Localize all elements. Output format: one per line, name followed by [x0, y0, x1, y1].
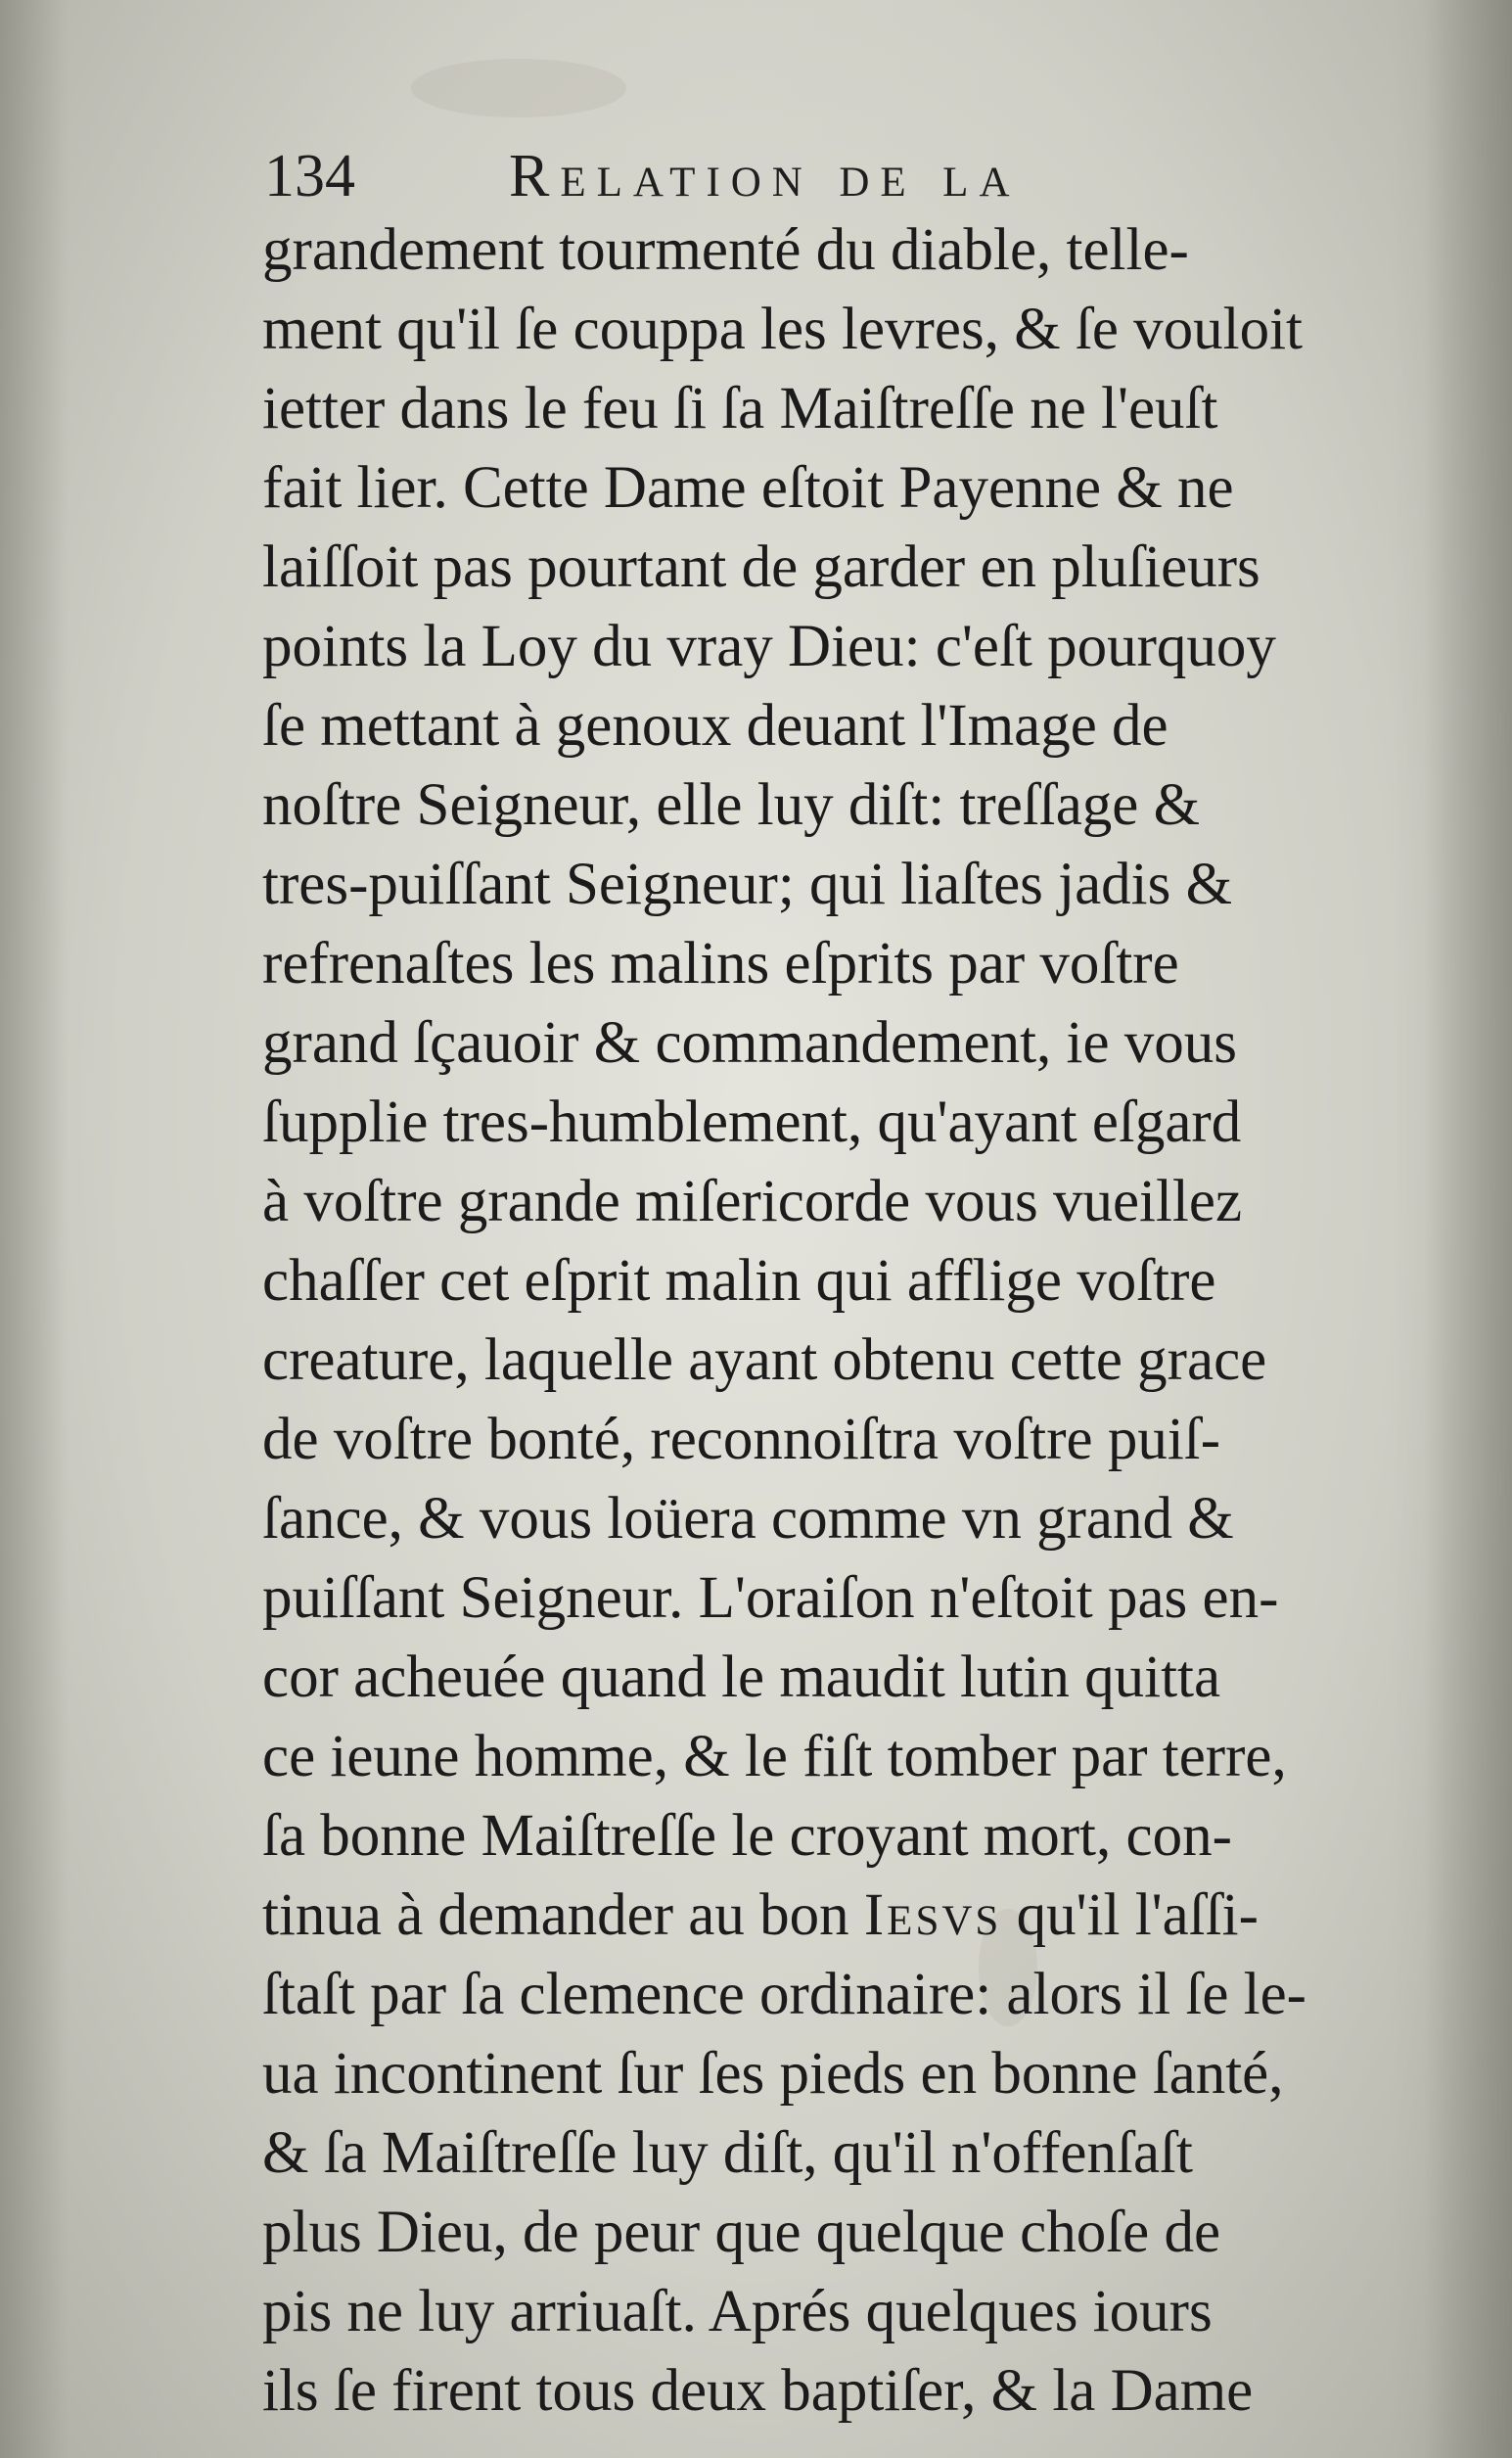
text-line — [262, 448, 1466, 528]
text-segment: ua incontinent ſur ſes pieds en bonne ſanté, — [262, 2041, 1284, 2107]
paper-stain — [411, 59, 626, 117]
text-segment: grand ſçauoir & commandement, ie vous — [262, 1010, 1238, 1076]
text-line — [262, 845, 1466, 924]
text-segment: ſance, & vous loüera comme vn grand & — [262, 1486, 1234, 1552]
text-segment: ſupplie tres-humblement, qu'ayant eſgard — [262, 1090, 1242, 1155]
text-line — [262, 2272, 1466, 2351]
text-line — [262, 528, 1466, 607]
text-segment: points la Loy du vray Dieu: c'eſt pourquoy — [262, 614, 1276, 679]
text-line — [262, 1717, 1466, 1796]
running-head: Relation de la — [509, 143, 1021, 209]
text-segment: noſtre Seigneur, elle luy diſt: treſſage & — [262, 772, 1201, 838]
body-text — [262, 210, 1466, 2431]
page-left-shadow — [0, 0, 69, 2458]
text-line — [262, 1003, 1466, 1083]
text-segment: pis ne luy arriuaſt. Aprés quelques iours — [262, 2279, 1213, 2344]
text-line — [262, 1876, 1466, 1955]
text-line — [262, 1638, 1466, 1717]
text-segment: & ſa Maiſtreſſe luy diſt, qu'il n'offenſaſt — [262, 2120, 1193, 2186]
text-line — [262, 924, 1466, 1003]
text-segment: creature, laquelle ayant obtenu cette grace — [262, 1327, 1267, 1393]
text-line — [262, 290, 1466, 369]
text-segment: grandement tourmenté du diable, telle- — [262, 217, 1189, 283]
page-number: 134 — [264, 143, 355, 209]
text-line — [262, 2113, 1466, 2193]
text-line — [262, 686, 1466, 765]
text-segment: tres-puiſſant Seigneur; qui liaſtes jadis & — [262, 852, 1233, 917]
text-line — [262, 1083, 1466, 1162]
text-line — [262, 2193, 1466, 2272]
text-segment: chaſſer cet eſprit malin qui afflige voſtre — [262, 1248, 1216, 1314]
text-segment: ment qu'il ſe couppa les levres, & ſe vouloit — [262, 297, 1304, 362]
text-line — [262, 1479, 1466, 1558]
text-segment: de voſtre bonté, reconnoiſtra voſtre puiſ- — [262, 1407, 1221, 1472]
text-line — [262, 2034, 1466, 2113]
text-segment: refrenaſtes les malins eſprits par voſtre — [262, 931, 1179, 997]
text-line — [262, 369, 1466, 448]
text-segment: Iesvs — [863, 1882, 1002, 1948]
text-segment: ce ieune homme, & le fiſt tomber par terre, — [262, 1724, 1287, 1789]
text-segment: à voſtre grande miſericorde vous vueillez — [262, 1169, 1243, 1234]
text-segment: ſa bonne Maiſtreſſe le croyant mort, con- — [262, 1803, 1232, 1869]
text-segment: ſe mettant à genoux deuant l'Image de — [262, 693, 1168, 759]
text-line — [262, 1400, 1466, 1479]
text-line — [262, 607, 1466, 686]
text-line — [262, 2351, 1466, 2431]
text-line — [262, 1241, 1466, 1321]
text-line — [262, 765, 1466, 845]
text-segment: fait lier. Cette Dame eſtoit Payenne & ne — [262, 455, 1234, 521]
text-segment: ſtaſt par ſa clemence ordinaire: alors il ſe le- — [262, 1962, 1306, 2027]
text-segment: qu'il l'aſſi- — [1001, 1882, 1259, 1948]
text-line — [262, 1162, 1466, 1241]
text-line — [262, 210, 1466, 290]
text-segment: plus Dieu, de peur que quelque choſe de — [262, 2200, 1221, 2265]
text-segment: ils ſe firent tous deux baptiſer, & la Dame — [262, 2358, 1254, 2424]
text-segment: cor acheuée quand le maudit lutin quitta — [262, 1645, 1221, 1710]
text-line — [262, 1558, 1466, 1638]
text-line — [262, 1321, 1466, 1400]
text-line — [262, 1955, 1466, 2034]
text-segment: puiſſant Seigneur. L'oraiſon n'eſtoit pas en- — [262, 1565, 1279, 1631]
text-segment: ietter dans le feu ſi ſa Maiſtreſſe ne l'euſt — [262, 376, 1218, 441]
page-header — [264, 137, 1243, 215]
text-segment: laiſſoit pas pourtant de garder en pluſieurs — [262, 534, 1260, 600]
text-line — [262, 1796, 1466, 1876]
text-segment: tinua à demander au bon — [262, 1882, 864, 1948]
